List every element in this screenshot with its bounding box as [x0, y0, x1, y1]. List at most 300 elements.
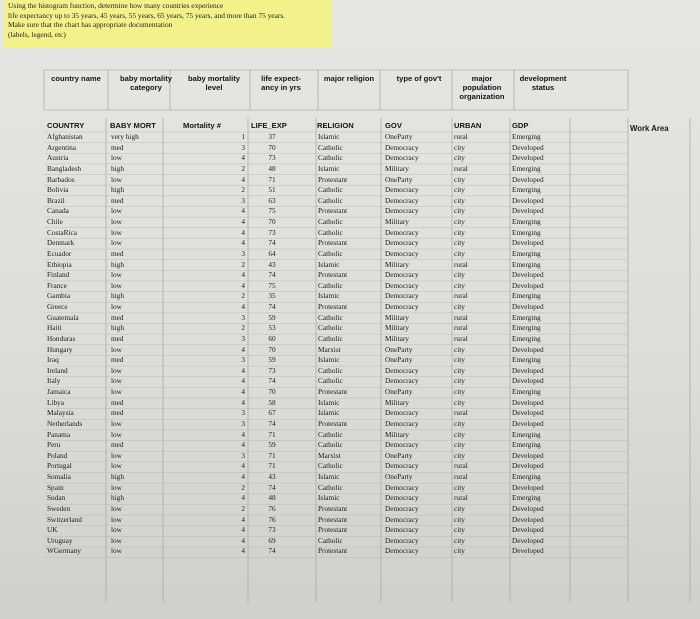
- cell-mortality: 4: [241, 461, 245, 471]
- cell-baby-mort: low: [111, 174, 122, 184]
- cell-gdp: Developed: [512, 142, 544, 152]
- cell-country: Brazil: [47, 195, 65, 205]
- header-baby-mortality-category: baby mortality category: [120, 74, 172, 92]
- cell-baby-mort: low: [111, 302, 122, 311]
- cell-baby-mort: high: [111, 259, 124, 269]
- cell-urban: city: [454, 525, 465, 535]
- cell-gov: OneParty: [385, 132, 413, 141]
- cell-country: Somalia: [47, 472, 71, 481]
- cell-country: France: [47, 280, 67, 290]
- cell-mortality: 4: [241, 535, 245, 545]
- cell-life-exp: 59: [268, 312, 276, 322]
- cell-religion: Catholic: [318, 312, 343, 322]
- cell-baby-mort: low: [111, 280, 122, 290]
- cell-life-exp: 48: [268, 163, 276, 173]
- instructions-box: [4, 0, 332, 48]
- header-development-status: development status: [519, 74, 567, 92]
- cell-religion: Islamic: [318, 163, 340, 173]
- cell-life-exp: 71: [268, 461, 276, 471]
- cell-mortality: 3: [241, 142, 245, 152]
- cell-religion: Protestant: [318, 238, 348, 248]
- cell-gov: Democracy: [385, 185, 419, 195]
- cell-life-exp: 70: [268, 217, 276, 226]
- column-baby-mort: [111, 132, 161, 557]
- cell-life-exp: 73: [268, 525, 276, 535]
- cell-mortality: 4: [241, 302, 245, 311]
- cell-religion: Protestant: [318, 418, 348, 428]
- work-area-label: Work Area: [630, 124, 669, 133]
- cell-religion: Islamic: [318, 291, 340, 301]
- header-type-of-govt: type of gov't: [396, 74, 442, 83]
- cell-country: Barbados: [47, 174, 75, 184]
- cell-country: Portugal: [47, 461, 72, 471]
- cell-urban: city: [454, 440, 465, 450]
- cell-mortality: 1: [241, 132, 245, 141]
- cell-life-exp: 73: [268, 153, 276, 163]
- cell-urban: city: [454, 302, 465, 311]
- cell-life-exp: 74: [268, 238, 276, 248]
- cell-baby-mort: low: [111, 503, 122, 513]
- subheader-mortality-number: Mortality #: [183, 121, 221, 130]
- cell-baby-mort: very high: [111, 132, 139, 141]
- cell-mortality: 2: [241, 482, 245, 492]
- cell-mortality: 4: [241, 365, 245, 375]
- cell-religion: Catholic: [318, 323, 343, 333]
- cell-mortality: 4: [241, 525, 245, 535]
- cell-gov: Democracy: [385, 408, 419, 418]
- cell-urban: city: [454, 195, 465, 205]
- cell-baby-mort: med: [111, 333, 124, 343]
- cell-mortality: 2: [241, 291, 245, 301]
- cell-religion: Marxist: [318, 450, 341, 460]
- cell-gov: Military: [385, 397, 409, 407]
- cell-gov: OneParty: [385, 387, 413, 396]
- cell-urban: rural: [454, 493, 468, 503]
- cell-gov: Democracy: [385, 503, 419, 513]
- cell-mortality: 4: [241, 153, 245, 163]
- cell-baby-mort: low: [111, 217, 122, 226]
- cell-religion: Catholic: [318, 376, 343, 386]
- subheader-life-exp: LIFE_EXP: [251, 121, 287, 130]
- cell-mortality: 4: [241, 280, 245, 290]
- cell-gdp: Developed: [512, 238, 544, 248]
- cell-gdp: Emerging: [512, 217, 541, 226]
- cell-gdp: Emerging: [512, 227, 541, 237]
- cell-urban: city: [454, 142, 465, 152]
- cell-country: Ireland: [47, 365, 68, 375]
- cell-gdp: Emerging: [512, 248, 541, 258]
- cell-gdp: Developed: [512, 206, 544, 216]
- cell-gov: Democracy: [385, 142, 419, 152]
- cell-mortality: 3: [241, 408, 245, 418]
- cell-gov: Democracy: [385, 280, 419, 290]
- cell-religion: Protestant: [318, 503, 348, 513]
- cell-mortality: 4: [241, 376, 245, 386]
- cell-mortality: 4: [241, 227, 245, 237]
- cell-urban: city: [454, 238, 465, 248]
- cell-urban: rural: [454, 132, 468, 141]
- cell-gdp: Emerging: [512, 259, 541, 269]
- cell-gov: Democracy: [385, 482, 419, 492]
- cell-religion: Catholic: [318, 333, 343, 343]
- cell-life-exp: 71: [268, 429, 276, 439]
- cell-life-exp: 73: [268, 365, 276, 375]
- cell-baby-mort: high: [111, 493, 124, 503]
- cell-baby-mort: med: [111, 248, 124, 258]
- cell-religion: Catholic: [318, 142, 343, 152]
- header-baby-mortality-level: baby mortality level: [188, 74, 240, 92]
- cell-gdp: Developed: [512, 195, 544, 205]
- cell-gov: Military: [385, 429, 409, 439]
- subheader-religion: RELIGION: [317, 121, 354, 130]
- cell-life-exp: 37: [268, 132, 276, 141]
- cell-country: Greece: [47, 302, 68, 311]
- cell-mortality: 3: [241, 248, 245, 258]
- cell-gov: Democracy: [385, 365, 419, 375]
- cell-urban: city: [454, 514, 465, 524]
- cell-baby-mort: low: [111, 344, 122, 354]
- cell-life-exp: 75: [268, 206, 276, 216]
- cell-urban: city: [454, 185, 465, 195]
- subheader-country: COUNTRY: [47, 121, 85, 130]
- cell-gdp: Emerging: [512, 493, 541, 503]
- cell-gov: Military: [385, 333, 409, 343]
- cell-baby-mort: high: [111, 185, 124, 195]
- subheader-urban: URBAN: [454, 121, 482, 130]
- cell-gdp: Developed: [512, 302, 544, 311]
- cell-gdp: Developed: [512, 482, 544, 492]
- column-life-exp: [262, 132, 282, 557]
- cell-life-exp: 74: [268, 270, 276, 280]
- cell-gov: Democracy: [385, 376, 419, 386]
- cell-mortality: 4: [241, 397, 245, 407]
- cell-religion: Protestant: [318, 270, 348, 280]
- cell-baby-mort: low: [111, 238, 122, 248]
- cell-life-exp: 35: [268, 291, 276, 301]
- cell-gov: OneParty: [385, 174, 413, 184]
- cell-baby-mort: low: [111, 450, 122, 460]
- cell-urban: rural: [454, 333, 468, 343]
- cell-life-exp: 43: [268, 259, 276, 269]
- cell-urban: city: [454, 280, 465, 290]
- cell-country: Ecuador: [47, 248, 72, 258]
- cell-gdp: Developed: [512, 503, 544, 513]
- cell-gdp: Developed: [512, 546, 544, 556]
- cell-life-exp: 71: [268, 174, 276, 184]
- cell-life-exp: 75: [268, 280, 276, 290]
- cell-urban: city: [454, 535, 465, 545]
- cell-mortality: 4: [241, 514, 245, 524]
- cell-life-exp: 53: [268, 323, 276, 333]
- cell-religion: Catholic: [318, 217, 343, 226]
- cell-mortality: 4: [241, 387, 245, 396]
- cell-mortality: 3: [241, 418, 245, 428]
- cell-gov: Democracy: [385, 302, 419, 311]
- cell-life-exp: 76: [268, 514, 276, 524]
- header-country-name: country name: [51, 74, 101, 83]
- cell-religion: Catholic: [318, 461, 343, 471]
- cell-country: Bangladesh: [47, 163, 82, 173]
- cell-gdp: Emerging: [512, 429, 541, 439]
- cell-life-exp: 74: [268, 418, 276, 428]
- cell-gov: Military: [385, 217, 409, 226]
- cell-life-exp: 74: [268, 546, 276, 556]
- cell-country: Sudan: [47, 493, 66, 503]
- cell-urban: city: [454, 365, 465, 375]
- cell-life-exp: 74: [268, 376, 276, 386]
- cell-gdp: Developed: [512, 153, 544, 163]
- cell-country: Panama: [47, 429, 71, 439]
- cell-mortality: 2: [241, 185, 245, 195]
- cell-gov: Democracy: [385, 238, 419, 248]
- cell-baby-mort: med: [111, 397, 124, 407]
- cell-gdp: Emerging: [512, 440, 541, 450]
- cell-religion: Protestant: [318, 302, 348, 311]
- cell-life-exp: 69: [268, 535, 276, 545]
- subheader-gdp: GDP: [512, 121, 529, 130]
- cell-religion: Catholic: [318, 248, 343, 258]
- cell-gdp: Developed: [512, 376, 544, 386]
- cell-country: CostaRica: [47, 227, 77, 237]
- cell-baby-mort: low: [111, 418, 122, 428]
- cell-urban: city: [454, 174, 465, 184]
- cell-gdp: Developed: [512, 525, 544, 535]
- cell-life-exp: 59: [268, 440, 276, 450]
- cell-religion: Islamic: [318, 132, 340, 141]
- cell-urban: rural: [454, 312, 468, 322]
- cell-gov: Democracy: [385, 418, 419, 428]
- cell-baby-mort: low: [111, 153, 122, 163]
- cell-baby-mort: low: [111, 535, 122, 545]
- cell-urban: city: [454, 546, 465, 556]
- cell-religion: Marxist: [318, 344, 341, 354]
- subheader-baby-mort: BABY MORT: [110, 121, 156, 130]
- cell-religion: Protestant: [318, 387, 348, 396]
- cell-urban: city: [454, 217, 465, 226]
- cell-life-exp: 63: [268, 195, 276, 205]
- cell-gov: Democracy: [385, 546, 419, 556]
- cell-urban: city: [454, 450, 465, 460]
- cell-urban: city: [454, 503, 465, 513]
- cell-gov: OneParty: [385, 450, 413, 460]
- cell-religion: Islamic: [318, 472, 340, 481]
- cell-mortality: 3: [241, 195, 245, 205]
- cell-country: Finland: [47, 270, 70, 280]
- cell-urban: city: [454, 376, 465, 386]
- instruction-line-2: life expectancy up to 35 years, 45 years, 55 years, 65 years, 75 years, and more than 75 years.: [8, 10, 286, 20]
- cell-country: Ethiopia: [47, 259, 72, 269]
- cell-life-exp: 51: [268, 185, 276, 195]
- cell-country: Peru: [47, 440, 61, 450]
- cell-gov: Military: [385, 312, 409, 322]
- cell-mortality: 4: [241, 270, 245, 280]
- cell-gdp: Developed: [512, 450, 544, 460]
- header-major-population-organization: major population organization: [459, 74, 505, 101]
- subheader-gov: GOV: [385, 121, 402, 130]
- cell-gdp: Emerging: [512, 132, 541, 141]
- cell-gov: OneParty: [385, 355, 413, 365]
- cell-country: Haiti: [47, 323, 62, 333]
- cell-mortality: 4: [241, 238, 245, 248]
- cell-baby-mort: low: [111, 206, 122, 216]
- cell-baby-mort: med: [111, 408, 124, 418]
- column-gdp: [512, 132, 568, 557]
- cell-gov: Democracy: [385, 461, 419, 471]
- cell-mortality: 4: [241, 429, 245, 439]
- cell-gov: OneParty: [385, 344, 413, 354]
- cell-baby-mort: med: [111, 195, 124, 205]
- cell-gdp: Emerging: [512, 185, 541, 195]
- cell-urban: city: [454, 248, 465, 258]
- cell-gdp: Developed: [512, 514, 544, 524]
- cell-gov: Military: [385, 163, 409, 173]
- cell-religion: Islamic: [318, 493, 340, 503]
- cell-gov: Democracy: [385, 248, 419, 258]
- cell-baby-mort: high: [111, 163, 124, 173]
- cell-mortality: 2: [241, 503, 245, 513]
- cell-religion: Catholic: [318, 195, 343, 205]
- cell-religion: Islamic: [318, 408, 340, 418]
- cell-country: Argentina: [47, 142, 77, 152]
- cell-gov: Democracy: [385, 535, 419, 545]
- cell-country: Afghanistan: [47, 132, 83, 141]
- cell-mortality: 4: [241, 206, 245, 216]
- cell-gov: Democracy: [385, 195, 419, 205]
- cell-urban: city: [454, 270, 465, 280]
- cell-baby-mort: med: [111, 440, 124, 450]
- cell-gov: Democracy: [385, 514, 419, 524]
- cell-country: Malaysia: [47, 408, 74, 418]
- cell-country: Spain: [47, 482, 64, 492]
- cell-baby-mort: low: [111, 376, 122, 386]
- column-country: [47, 132, 105, 557]
- cell-gov: Democracy: [385, 227, 419, 237]
- cell-gdp: Emerging: [512, 333, 541, 343]
- cell-country: Austria: [47, 153, 69, 163]
- cell-country: UK: [47, 525, 58, 535]
- cell-life-exp: 70: [268, 344, 276, 354]
- cell-religion: Catholic: [318, 185, 343, 195]
- cell-baby-mort: low: [111, 429, 122, 439]
- cell-life-exp: 74: [268, 302, 276, 311]
- cell-urban: rural: [454, 408, 468, 418]
- cell-country: Hungary: [47, 344, 73, 354]
- cell-baby-mort: low: [111, 461, 122, 471]
- cell-baby-mort: med: [111, 312, 124, 322]
- cell-life-exp: 70: [268, 387, 276, 396]
- cell-baby-mort: low: [111, 525, 122, 535]
- cell-religion: Protestant: [318, 546, 348, 556]
- cell-gdp: Emerging: [512, 291, 541, 301]
- cell-gov: Democracy: [385, 270, 419, 280]
- cell-country: Bolivia: [47, 185, 69, 195]
- cell-urban: city: [454, 344, 465, 354]
- cell-country: Netherlands: [47, 418, 83, 428]
- column-mortality-number: [205, 132, 245, 557]
- cell-country: Poland: [47, 450, 68, 460]
- cell-country: Uruguay: [47, 535, 73, 545]
- cell-mortality: 3: [241, 312, 245, 322]
- cell-baby-mort: low: [111, 365, 122, 375]
- cell-country: Iraq: [47, 355, 59, 365]
- cell-mortality: 4: [241, 493, 245, 503]
- cell-urban: rural: [454, 461, 468, 471]
- cell-religion: Catholic: [318, 535, 343, 545]
- cell-urban: city: [454, 387, 465, 396]
- cell-baby-mort: low: [111, 270, 122, 280]
- cell-country: Guatemala: [47, 312, 79, 322]
- cell-urban: rural: [454, 472, 468, 481]
- cell-mortality: 3: [241, 450, 245, 460]
- cell-life-exp: 73: [268, 227, 276, 237]
- cell-religion: Protestant: [318, 174, 348, 184]
- cell-gov: Democracy: [385, 525, 419, 535]
- cell-gdp: Developed: [512, 461, 544, 471]
- cell-life-exp: 60: [268, 333, 276, 343]
- cell-country: Denmark: [47, 238, 75, 248]
- cell-gdp: Developed: [512, 270, 544, 280]
- cell-gov: Democracy: [385, 493, 419, 503]
- cell-gdp: Developed: [512, 397, 544, 407]
- cell-mortality: 2: [241, 259, 245, 269]
- cell-baby-mort: med: [111, 355, 124, 365]
- cell-baby-mort: low: [111, 227, 122, 237]
- cell-religion: Catholic: [318, 365, 343, 375]
- instruction-line-4: (labels, legend, etc): [8, 29, 66, 39]
- cell-urban: rural: [454, 163, 468, 173]
- cell-life-exp: 67: [268, 408, 276, 418]
- cell-life-exp: 59: [268, 355, 276, 365]
- header-life-expectancy: life expect- ancy in yrs: [261, 74, 301, 92]
- cell-urban: city: [454, 153, 465, 163]
- cell-gov: Military: [385, 259, 409, 269]
- cell-religion: Islamic: [318, 259, 340, 269]
- cell-life-exp: 70: [268, 142, 276, 152]
- cell-gov: Military: [385, 323, 409, 333]
- cell-life-exp: 64: [268, 248, 276, 258]
- cell-gov: OneParty: [385, 472, 413, 481]
- cell-urban: rural: [454, 259, 468, 269]
- cell-urban: city: [454, 482, 465, 492]
- cell-mortality: 4: [241, 440, 245, 450]
- cell-mortality: 2: [241, 163, 245, 173]
- cell-urban: city: [454, 206, 465, 216]
- cell-gdp: Developed: [512, 418, 544, 428]
- cell-gov: Democracy: [385, 440, 419, 450]
- cell-urban: rural: [454, 323, 468, 333]
- cell-baby-mort: low: [111, 514, 122, 524]
- cell-gdp: Emerging: [512, 312, 541, 322]
- cell-religion: Islamic: [318, 355, 340, 365]
- cell-country: Sweden: [47, 503, 71, 513]
- cell-mortality: 4: [241, 546, 245, 556]
- cell-religion: Islamic: [318, 397, 340, 407]
- cell-religion: Protestant: [318, 206, 348, 216]
- cell-gdp: Developed: [512, 174, 544, 184]
- cell-country: WGermany: [47, 546, 82, 556]
- instruction-line-1: Using the histogram function, determine how many countries experience: [8, 1, 224, 10]
- cell-gov: Democracy: [385, 291, 419, 301]
- cell-urban: city: [454, 227, 465, 237]
- cell-gdp: Emerging: [512, 323, 541, 333]
- cell-country: Switzerland: [47, 514, 82, 524]
- cell-baby-mort: high: [111, 291, 124, 301]
- cell-gdp: Emerging: [512, 355, 541, 365]
- cell-mortality: 4: [241, 472, 245, 481]
- cell-religion: Catholic: [318, 429, 343, 439]
- cell-gdp: Emerging: [512, 472, 541, 481]
- column-gov: [385, 132, 449, 557]
